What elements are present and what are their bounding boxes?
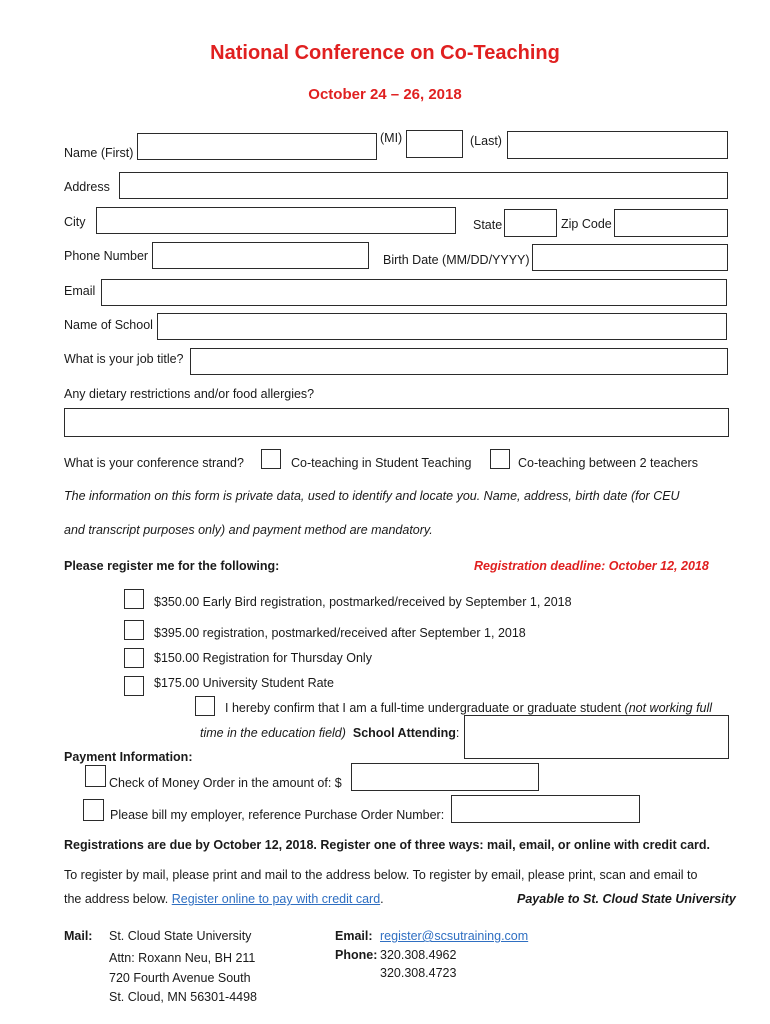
ways-heading: Registrations are due by October 12, 2018. Register one of three ways: mail, email, or online with credit card.: [64, 838, 711, 852]
label-dietary: Any dietary restrictions and/or food allergies?: [64, 387, 315, 401]
contact-phone-2: 320.308.4723: [380, 966, 457, 980]
ways-line2: [64, 892, 384, 906]
email-field[interactable]: [101, 279, 727, 306]
option-regular: $395.00 registration, postmarked/received after September 1, 2018: [154, 626, 526, 640]
label-check-amount: Check of Money Order in the amount of: $: [109, 776, 342, 790]
option-thursday: $150.00 Registration for Thursday Only: [154, 651, 372, 665]
privacy-notice-line1: The information on this form is private data, used to identify and locate you. Name, address, birth date (for CEU: [64, 489, 680, 503]
label-strand-two-teachers: Co-teaching between 2 teachers: [518, 456, 698, 470]
purchase-order-field[interactable]: [451, 795, 640, 823]
payable-to: Payable to St. Cloud State University: [517, 892, 736, 906]
job-title-field[interactable]: [190, 348, 728, 375]
dietary-field[interactable]: [64, 408, 729, 437]
regular-registration-checkbox[interactable]: [124, 620, 144, 640]
conference-date: October 24 – 26, 2018: [308, 86, 462, 103]
label-contact-email: Email:: [335, 929, 373, 943]
mi-field[interactable]: [406, 130, 463, 158]
school-attending-colon: :: [455, 726, 460, 740]
strand-student-teaching-checkbox[interactable]: [261, 449, 281, 469]
label-job-title: What is your job title?: [64, 352, 184, 366]
thursday-only-checkbox[interactable]: [124, 648, 144, 668]
label-email: Email: [64, 284, 96, 298]
student-confirm-italic: (not working full: [624, 701, 713, 715]
label-birth-date: Birth Date (MM/DD/YYYY): [383, 253, 530, 267]
label-address: Address: [64, 180, 110, 194]
student-confirm-text: [225, 701, 712, 715]
last-name-field[interactable]: [507, 131, 728, 159]
label-school-attending: School Attending: [352, 726, 456, 740]
payment-heading: Payment Information:: [64, 750, 193, 764]
contact-phone-1: 320.308.4962: [380, 948, 457, 962]
student-confirm-italic2: time in the education field): [200, 726, 346, 740]
label-state: State: [473, 218, 503, 232]
bill-employer-checkbox[interactable]: [83, 799, 104, 821]
label-strand-student-teaching: Co-teaching in Student Teaching: [291, 456, 472, 470]
label-city: City: [64, 215, 86, 229]
address-field[interactable]: [119, 172, 728, 199]
city-field[interactable]: [96, 207, 456, 234]
privacy-notice-line2: and transcript purposes only) and payment method are mandatory.: [64, 523, 433, 537]
student-rate-checkbox[interactable]: [124, 676, 144, 696]
first-name-field[interactable]: [137, 133, 377, 160]
label-first-name: Name (First): [64, 146, 134, 160]
strand-two-teachers-checkbox[interactable]: [490, 449, 510, 469]
mail-line-4: St. Cloud, MN 56301-4498: [109, 990, 258, 1004]
label-contact-phone: Phone:: [335, 948, 378, 962]
label-phone: Phone Number: [64, 249, 149, 263]
register-online-link[interactable]: Register online to pay with credit card: [171, 892, 381, 906]
birth-date-field[interactable]: [532, 244, 728, 271]
zip-field[interactable]: [614, 209, 728, 237]
label-mail: Mail:: [64, 929, 93, 943]
label-school: Name of School: [64, 318, 153, 332]
ways-line2-period: .: [380, 892, 384, 906]
student-confirm-line2: [200, 726, 459, 740]
amount-field[interactable]: [351, 763, 539, 791]
state-field[interactable]: [504, 209, 557, 237]
label-purchase-order: Please bill my employer, reference Purchase Order Number:: [110, 808, 445, 822]
page-title: National Conference on Co-Teaching: [210, 42, 560, 64]
school-field[interactable]: [157, 313, 727, 340]
contact-email-link[interactable]: register@scsutraining.com: [380, 929, 529, 943]
registration-deadline: Registration deadline: October 12, 2018: [474, 559, 709, 573]
ways-line2-text: the address below.: [64, 892, 172, 906]
early-bird-checkbox[interactable]: [124, 589, 144, 609]
student-confirm-checkbox[interactable]: [195, 696, 215, 716]
student-confirm-main: I hereby confirm that I am a full-time undergraduate or graduate student: [225, 701, 625, 715]
school-attending-field[interactable]: [464, 715, 729, 759]
mail-line-2: Attn: Roxann Neu, BH 211: [109, 951, 256, 965]
ways-line1: To register by mail, please print and mail to the address below. To register by email, please print, scan and email to: [64, 868, 698, 882]
check-money-order-checkbox[interactable]: [85, 765, 106, 787]
option-student: $175.00 University Student Rate: [154, 676, 334, 690]
label-mi: (MI): [380, 131, 403, 145]
mail-line-3: 720 Fourth Avenue South: [109, 971, 251, 985]
label-strand: What is your conference strand?: [64, 456, 244, 470]
phone-field[interactable]: [152, 242, 369, 269]
mail-line-1: St. Cloud State University: [109, 929, 252, 943]
option-early-bird: $350.00 Early Bird registration, postmarked/received by September 1, 2018: [154, 595, 572, 609]
label-zip: Zip Code: [561, 217, 612, 231]
registration-heading: Please register me for the following:: [64, 559, 280, 573]
label-last-name: (Last): [470, 134, 502, 148]
